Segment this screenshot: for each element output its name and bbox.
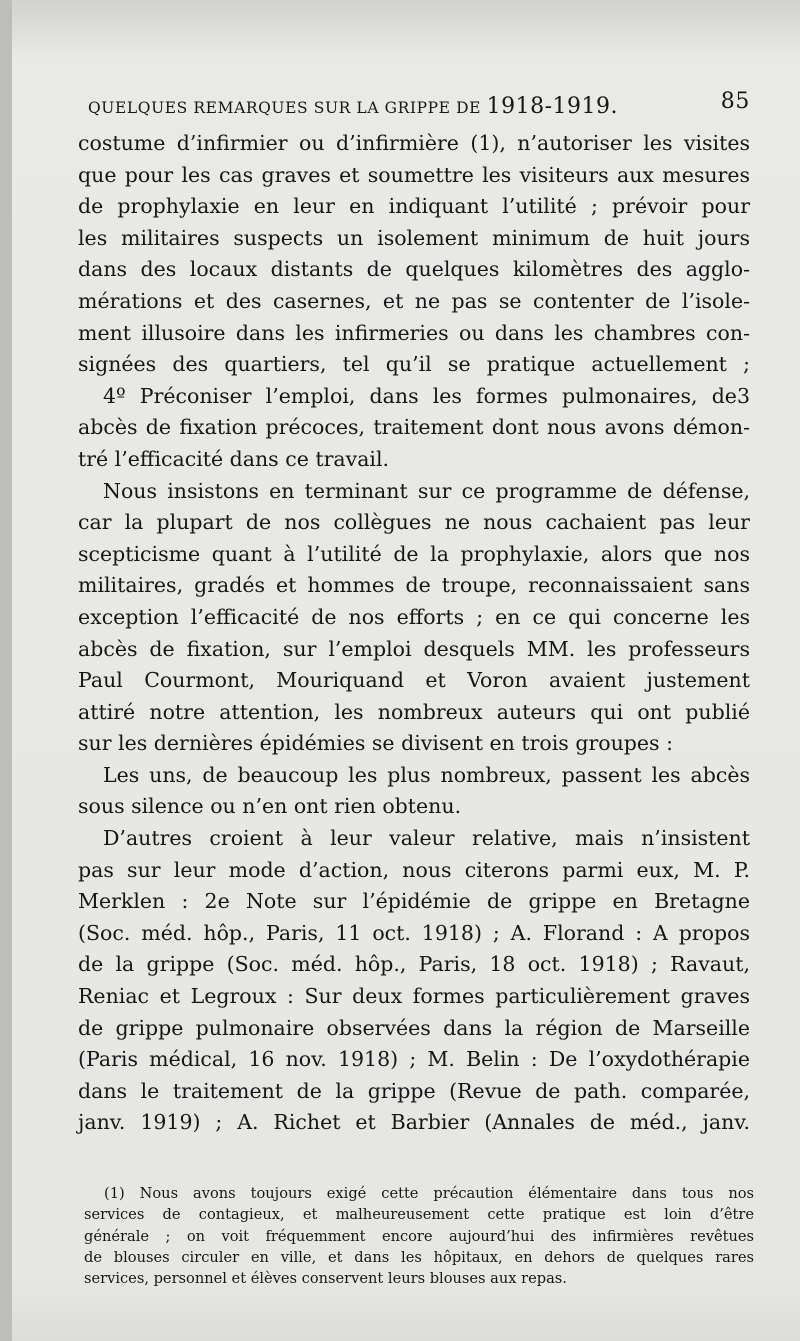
text-line: (Paris médical, 16 nov. 1918) ; M. Belin : De l’oxydothérapie bbox=[78, 1047, 750, 1072]
page-number: 85 bbox=[720, 89, 750, 114]
text-line: D’autres croient à leur valeur relative, mais n’insistent bbox=[103, 826, 750, 851]
text-line: mérations et des casernes, et ne pas se contenter de l’isole- bbox=[78, 288, 750, 313]
text-line: dans le traitement de la grippe (Revue de path. comparée, bbox=[78, 1078, 750, 1103]
text-line: militaires, gradés et hommes de troupe, reconnaissaient sans bbox=[78, 573, 750, 598]
footnote-line: services de contagieux, et malheureusement cette pratique est loin d’être bbox=[84, 1206, 754, 1224]
running-title-years: 1918-1919. bbox=[486, 94, 619, 119]
text-line: Les uns, de beaucoup les plus nombreux, passent les abcès bbox=[103, 762, 750, 787]
text-line: signées des quartiers, tel qu’il se pratique actuellement ; bbox=[78, 352, 750, 377]
footnote bbox=[84, 1183, 754, 1289]
text-line: costume d’infirmier ou d’infirmière (1), n’autoriser les visites bbox=[78, 131, 750, 155]
footnote-line: générale ; on voit fréquemment encore aujourd’hui des infirmières revêtues bbox=[84, 1227, 754, 1245]
text-line: Reniac et Legroux : Sur deux formes particulièrement graves bbox=[78, 984, 750, 1009]
text-line: Nous insistons en terminant sur ce programme de défense, bbox=[103, 478, 750, 503]
text-line: les militaires suspects un isolement minimum de huit jours bbox=[78, 225, 750, 250]
footnote-line: services, personnel et élèves conservent leurs blouses aux repas. bbox=[84, 1270, 567, 1288]
text-line: Merklen : 2e Note sur l’épidémie de grippe en Bretagne bbox=[78, 889, 750, 914]
text-line: 4º Préconiser l’emploi, dans les formes pulmonaires, de3 bbox=[103, 383, 750, 408]
footnote-line: (1) Nous avons toujours exigé cette précaution élémentaire dans tous nos bbox=[104, 1185, 754, 1202]
text-line: pas sur leur mode d’action, nous citerons parmi eux, M. P. bbox=[78, 857, 750, 882]
text-line: que pour les cas graves et soumettre les visiteurs aux mesures bbox=[78, 162, 750, 187]
page-binding-edge bbox=[0, 0, 12, 1341]
text-line: de grippe pulmonaire observées dans la région de Marseille bbox=[78, 1015, 750, 1040]
text-line: sur les dernières épidémies se divisent en trois groupes : bbox=[78, 731, 673, 756]
text-line: dans des locaux distants de quelques kilomètres des agglo- bbox=[78, 257, 750, 282]
text-line: Paul Courmont, Mouriquand et Voron avaient justement bbox=[78, 668, 750, 693]
text-line: de la grippe (Soc. méd. hôp., Paris, 18 oct. 1918) ; Ravaut, bbox=[78, 952, 750, 977]
text-line: scepticisme quant à l’utilité de la prophylaxie, alors que nos bbox=[78, 541, 750, 566]
text-line: de prophylaxie en leur en indiquant l’utilité ; prévoir pour bbox=[78, 194, 750, 219]
text-line: sous silence ou n’en ont rien obtenu. bbox=[78, 794, 462, 819]
text-line: car la plupart de nos collègues ne nous cachaient pas leur bbox=[78, 510, 750, 535]
text-line: ment illusoire dans les infirmeries ou dans les chambres con- bbox=[78, 320, 750, 345]
text-line: attiré notre attention, les nombreux auteurs qui ont publié bbox=[78, 699, 750, 724]
text-line: tré l’efficacité dans ce travail. bbox=[78, 446, 390, 471]
running-header bbox=[88, 89, 750, 119]
running-title-text: QUELQUES REMARQUES SUR LA GRIPPE DE bbox=[88, 99, 487, 117]
text-line: (Soc. méd. hôp., Paris, 11 oct. 1918) ; A. Florand : A propos bbox=[78, 920, 750, 945]
text-line: exception l’efficacité de nos efforts ; en ce qui concerne les bbox=[78, 604, 750, 629]
footnote-line: de blouses circuler en ville, et dans les hôpitaux, en dehors de quelques rares bbox=[84, 1248, 754, 1266]
text-line: abcès de fixation précoces, traitement dont nous avons démon- bbox=[78, 415, 750, 440]
running-title bbox=[88, 94, 618, 119]
text-line: janv. 1919) ; A. Richet et Barbier (Annales de méd., janv. bbox=[78, 1110, 750, 1135]
body-text bbox=[78, 128, 750, 1139]
text-line: abcès de fixation, sur l’emploi desquels MM. les professeurs bbox=[78, 636, 750, 661]
